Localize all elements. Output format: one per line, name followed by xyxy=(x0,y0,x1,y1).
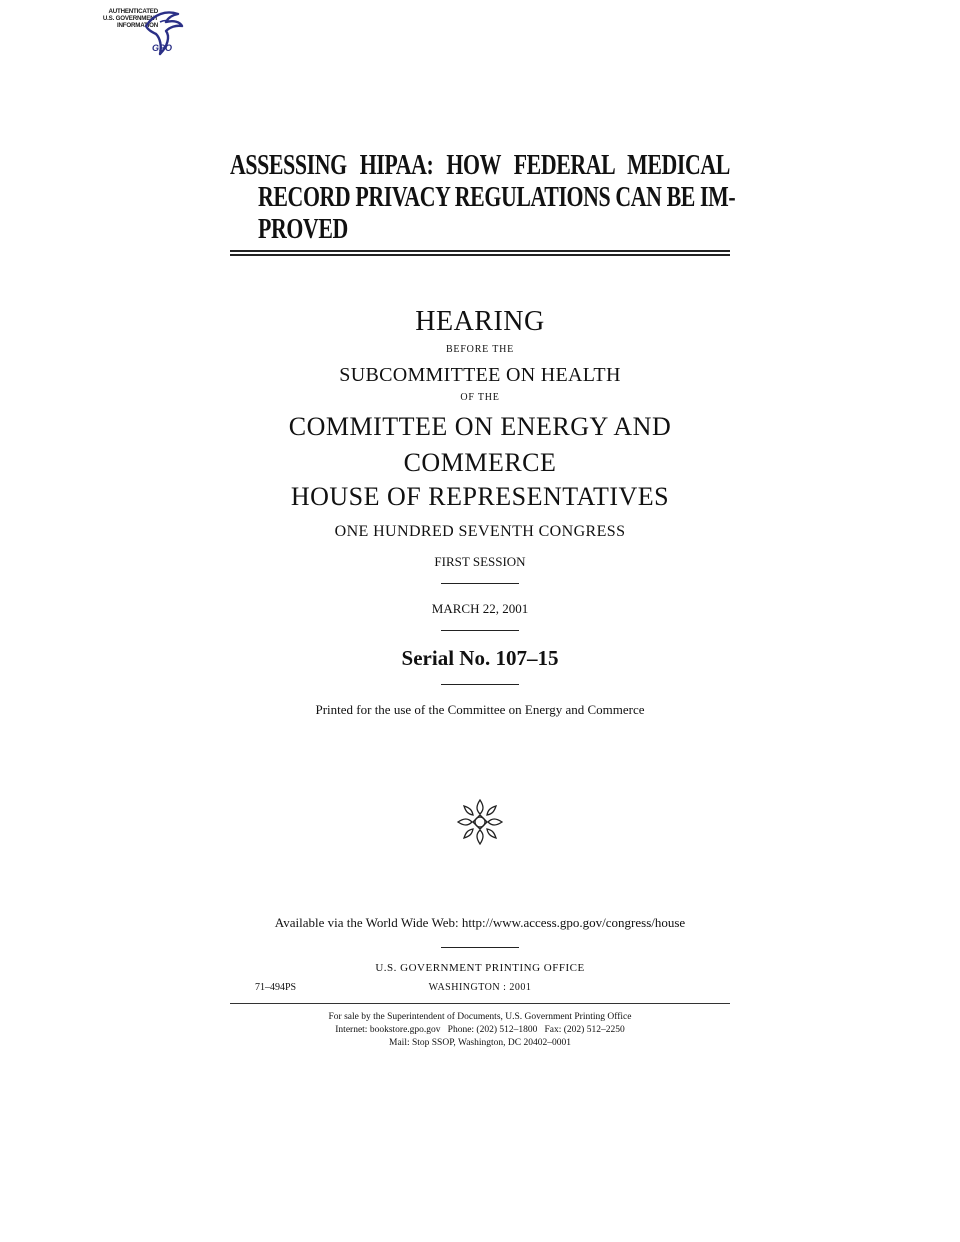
title-line-3: PROVED xyxy=(258,214,348,245)
floral-ornament-icon xyxy=(454,796,506,848)
title-rule-bottom xyxy=(230,254,730,256)
sale-line-1: For sale by the Superintendent of Documents, U.S. Government Printing Office xyxy=(328,1012,632,1022)
publication-place: WASHINGTON : 2001 xyxy=(428,982,532,993)
document-title xyxy=(230,150,736,246)
committee-line-2: COMMERCE xyxy=(403,448,557,477)
logo-line-1: AUTHENTICATED xyxy=(108,8,158,15)
session-name: FIRST SESSION xyxy=(434,554,526,569)
house-of-representatives: HOUSE OF REPRESENTATIVES xyxy=(290,482,670,511)
hearing-heading: HEARING xyxy=(415,306,545,337)
sale-info xyxy=(0,1011,960,1050)
title-line-2: RECORD PRIVACY REGULATIONS CAN BE IM- xyxy=(258,182,736,213)
printed-for-line: Printed for the use of the Committee on Energy and Commerce xyxy=(315,702,645,717)
gpo-authenticated-logo xyxy=(74,6,184,58)
title-line-1: ASSESSING HIPAA: HOW FEDERAL MEDICAL xyxy=(230,150,730,181)
divider-3 xyxy=(441,684,519,685)
sale-line-3: Mail: Stop SSOP, Washington, DC 20402–0001 xyxy=(389,1038,571,1048)
gpo-mark: GPO xyxy=(152,43,173,53)
logo-line-3: INFORMATION xyxy=(117,22,158,29)
before-the: BEFORE THE xyxy=(445,344,515,355)
printing-office: U.S. GOVERNMENT PRINTING OFFICE xyxy=(375,962,585,974)
divider-4 xyxy=(441,947,519,948)
footer-rule xyxy=(230,1003,730,1004)
web-availability: Available via the World Wide Web: http://www.access.gpo.gov/congress/house xyxy=(274,915,686,930)
sale-line-2: Internet: bookstore.gpo.gov Phone: (202) 512–1800 Fax: (202) 512–2250 xyxy=(335,1025,625,1035)
of-the: OF THE xyxy=(460,392,500,403)
hearing-date: MARCH 22, 2001 xyxy=(431,601,529,616)
congress-name: ONE HUNDRED SEVENTH CONGRESS xyxy=(334,523,626,540)
serial-number: Serial No. 107–15 xyxy=(401,646,559,670)
divider-1 xyxy=(441,583,519,584)
document-code: 71–494PS xyxy=(255,982,297,993)
subcommittee-name: SUBCOMMITTEE ON HEALTH xyxy=(339,364,621,386)
logo-line-2: U.S. GOVERNMENT xyxy=(102,15,158,22)
divider-2 xyxy=(441,630,519,631)
title-rule-top xyxy=(230,250,730,252)
committee-line-1: COMMITTEE ON ENERGY AND xyxy=(288,412,672,441)
